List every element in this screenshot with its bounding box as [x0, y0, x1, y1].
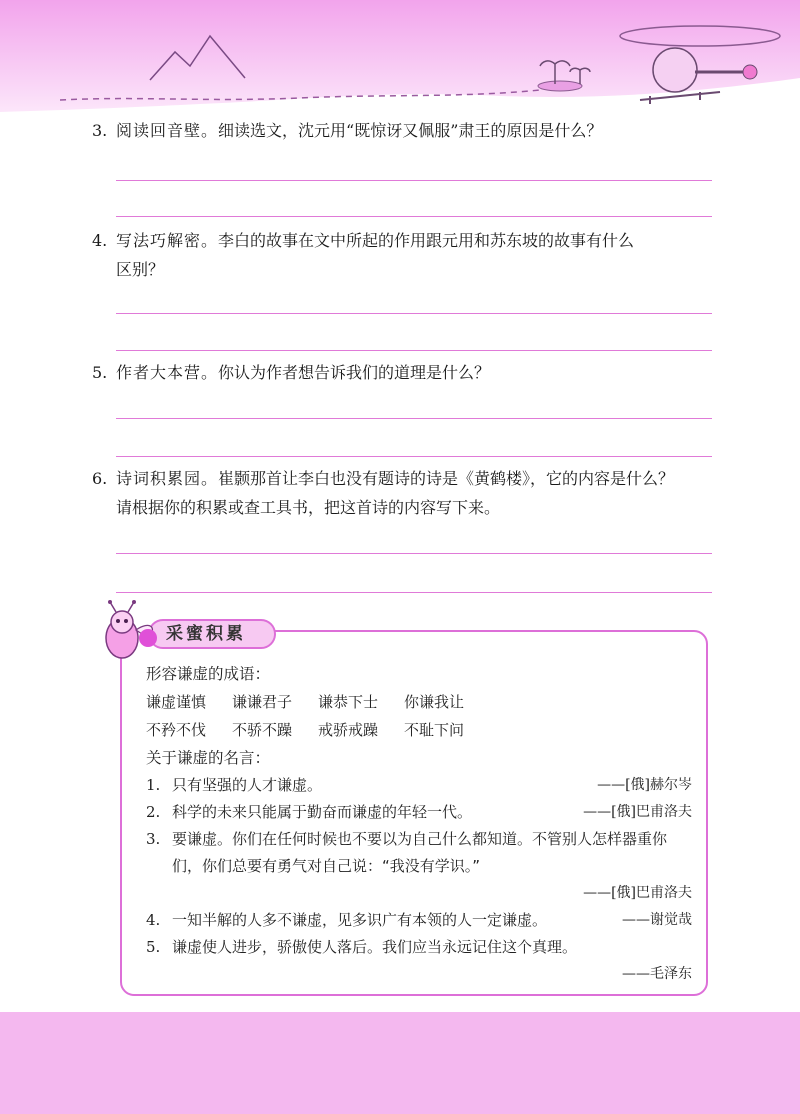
idiom: 谦恭下士: [318, 693, 379, 711]
footer-band: [0, 1012, 800, 1114]
question-number: 3.: [92, 121, 108, 140]
idiom-row: [146, 716, 696, 744]
quote-item: [146, 907, 696, 934]
question-title: 诗词积累园。: [116, 469, 219, 488]
quote-text: 一知半解的人多不谦虚，见多识广有本领的人一定谦虚。: [172, 911, 548, 929]
question-text: 你认为作者想告诉我们的道理是什么？: [218, 363, 491, 382]
quote-text: 科学的未来只能属于勤奋而谦虚的年轻一代。: [172, 803, 473, 821]
question-number: 6.: [92, 469, 108, 488]
answer-line[interactable]: [116, 313, 712, 314]
idiom-row: [146, 688, 696, 716]
question-number: 5.: [92, 363, 108, 382]
idiom: 不耻下问: [404, 721, 465, 739]
answer-line[interactable]: [116, 553, 712, 554]
answer-line[interactable]: [116, 216, 712, 217]
question-5: [92, 358, 732, 387]
answer-line[interactable]: [116, 180, 712, 181]
quote-item: [146, 772, 696, 799]
quote-author: ——[俄]赫尔岑: [597, 777, 692, 793]
quote-number: 4.: [146, 911, 161, 929]
quote-author: ——[俄]巴甫洛夫: [583, 885, 692, 901]
quote-author: ——[俄]巴甫洛夫: [583, 804, 692, 820]
box-title: 采蜜积累: [148, 619, 276, 649]
answer-line[interactable]: [116, 592, 712, 593]
question-text: 崔颢那首让李白也没有题诗的诗是《黄鹤楼》，它的内容是什么？: [218, 469, 675, 488]
quote-number: 3.: [146, 830, 161, 848]
idiom: 谦谦君子: [232, 693, 293, 711]
answer-line[interactable]: [116, 456, 712, 457]
quote-author: ——谢觉哉: [622, 912, 692, 928]
question-text: 李白的故事在文中所起的作用跟元用和苏东坡的故事有什么: [218, 231, 635, 250]
question-title: 作者大本营。: [116, 363, 219, 382]
box-content: [146, 660, 696, 988]
idioms-heading: 形容谦虚的成语：: [146, 665, 271, 683]
idiom: 谦虚谨慎: [146, 693, 207, 711]
answer-line[interactable]: [116, 350, 712, 351]
question-6: [92, 464, 732, 522]
question-title: 写法巧解密。: [116, 231, 219, 250]
question-4: [92, 226, 732, 284]
idiom: 不矜不伐: [146, 721, 207, 739]
question-text-line2: 区别？: [116, 260, 165, 279]
quote-item: [146, 826, 696, 880]
quote-text: 要谦虚。你们在任何时候也不要以为自己什么都知道。不管别人怎样器重你们，你们总要有勇气对自己说：“我没有学识。”: [172, 830, 668, 875]
quote-text: 只有坚强的人才谦虚。: [172, 776, 323, 794]
quotes-heading: 关于谦虚的名言：: [146, 749, 271, 767]
quote-number: 1.: [146, 776, 161, 794]
quote-number: 5.: [146, 938, 161, 956]
idiom: 不骄不躁: [232, 721, 293, 739]
question-number: 4.: [92, 231, 108, 250]
idiom: 戒骄戒躁: [318, 721, 379, 739]
quote-item: [146, 934, 696, 961]
quote-author: ——毛泽东: [622, 966, 692, 982]
question-text: 细读选文，沈元用“既惊讶又佩服”肃王的原因是什么？: [218, 121, 603, 140]
quote-item: [146, 799, 696, 826]
answer-line[interactable]: [116, 418, 712, 419]
quote-number: 2.: [146, 803, 161, 821]
idiom: 你谦我让: [404, 693, 465, 711]
question-title: 阅读回音壁。: [116, 121, 219, 140]
question-text-line2: 请根据你的积累或查工具书，把这首诗的内容写下来。: [116, 498, 501, 517]
question-3: [92, 116, 732, 145]
quote-text: 谦虚使人进步，骄傲使人落后。我们应当永远记住这个真理。: [172, 938, 578, 956]
header-decoration: [0, 0, 800, 118]
